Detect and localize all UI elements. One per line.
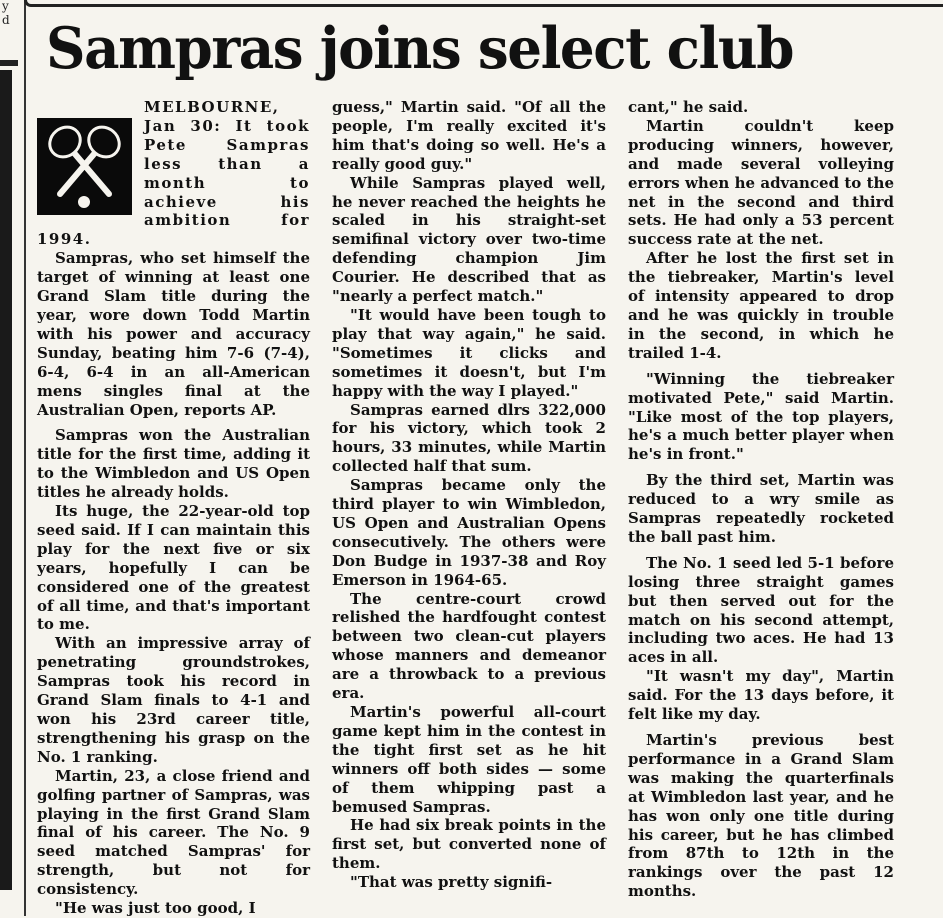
edge-rule — [0, 60, 18, 66]
headline: Sampras joins select club — [46, 15, 794, 82]
paragraph: Sampras, who set himself the target of winning at least one Grand Slam title during the year, wore down Todd Martin with his power and accuracy Sunday, beating him 7-6 (7-4), 6-4, 6-4 in an all-American mens singles final at the Australian Open, reports AP. — [37, 249, 310, 419]
edge-fragment: d — [2, 13, 10, 27]
paragraph: Martin, 23, a close friend and golfing partner of Sampras, was playing in the first Grand Slam final of his career. The No. 9 seed matched Sampras' for strength, but not for consistency. — [37, 766, 310, 899]
paragraph: Martin's previous best performance in a Grand Slam was making the quarterfinals at Wimbledon last year, and he has won only one title during his career, but he has climbed from 87th to 12th in the rankings over the past 12 months. — [628, 731, 894, 901]
paragraph: The No. 1 seed led 5-1 before losing three straight games but then served out for the match on his second attempt, including two aces. He had 13 aces in all. — [628, 553, 894, 667]
paragraph: guess," Martin said. "Of all the people, I'm really excited it's him that's doing so well. He's a really good guy." — [332, 98, 606, 173]
paragraph: Sampras earned dlrs 322,000 for his victory, which took 2 hours, 33 minutes, while Martin collected half that sum. — [332, 400, 606, 476]
column-rule — [24, 0, 26, 916]
paragraph: Sampras won the Australian title for the first time, adding it to the Wimbledon and US Open titles he already holds. — [37, 426, 310, 502]
article-column-3 — [628, 98, 894, 901]
paragraph: cant," he said. — [628, 98, 749, 116]
paragraph: With an impressive array of penetrating groundstrokes, Sampras took his record in Grand Slam finals to 4-1 and won his 23rd career title, strengthening his grasp on the No. 1 ranking. — [37, 634, 310, 766]
article-column-1 — [37, 98, 310, 918]
paragraph: He had six break points in the first set, but converted none of them. — [332, 816, 606, 873]
top-border — [24, 0, 943, 7]
edge-fragment: y — [2, 0, 9, 13]
paragraph: After he lost the first set in the tiebreaker, Martin's level of intensity appeared to drop and he was quickly in trouble in the second, in which he trailed 1-4. — [628, 249, 894, 362]
paragraph: Martin couldn't keep producing winners, however, and made several volleying errors when he advanced to the net in the second and third sets. He had only a 53 percent success rate at the net. — [628, 116, 894, 249]
paragraph: "It wasn't my day", Martin said. For the 13 days before, it felt like my day. — [628, 667, 894, 724]
adjacent-column-edge — [0, 0, 22, 916]
tennis-rackets-icon — [37, 118, 132, 215]
paragraph: "He was just too good, I — [55, 899, 256, 918]
paragraph: While Sampras played well, he never reached the heights he scaled in his straight-set semifinal victory over two-time defending champion Jim Courier. He described that as "nearly a perfect match." — [332, 173, 606, 306]
paragraph: Sampras became only the third player to win Wimbledon, US Open and Australian Opens consecutively. The others were Don Budge in 1937-38 and Roy Emerson in 1964-65. — [332, 476, 606, 589]
paragraph: "Winning the tiebreaker motivated Pete," said Martin. "Like most of the top players, he's a much better player when he's in front." — [628, 369, 894, 464]
paragraph: Its huge, the 22-year-old top seed said. If I can maintain this play for the next five or six years, hopefully I can be considered one of the greatest of all time, and that's important to me. — [37, 502, 310, 634]
paragraph: Martin's powerful all-court game kept him in the contest in the tight first set as he hit winners off both sides — some of them whipping past a bemused Sampras. — [332, 703, 606, 816]
paragraph: The centre-court crowd relished the hardfought contest between two clean-cut players whose manners and demeanor are a throwback to a previous era. — [332, 589, 606, 703]
paragraph: "That was pretty signifi- — [350, 873, 553, 892]
adjacent-photo-edge — [0, 70, 12, 890]
paragraph: By the third set, Martin was reduced to a wry smile as Sampras repeatedly rocketed the ball past him. — [628, 471, 894, 546]
article-column-2 — [332, 98, 606, 892]
paragraph: MELBOURNE, Jan 30: It took Pete Sampras less than a month to achieve his ambition for 1994. — [37, 98, 310, 249]
paragraph: "It would have been tough to play that way again," he said. "Sometimes it clicks and sometimes it doesn't, but I'm happy with the way I played." — [332, 305, 606, 400]
